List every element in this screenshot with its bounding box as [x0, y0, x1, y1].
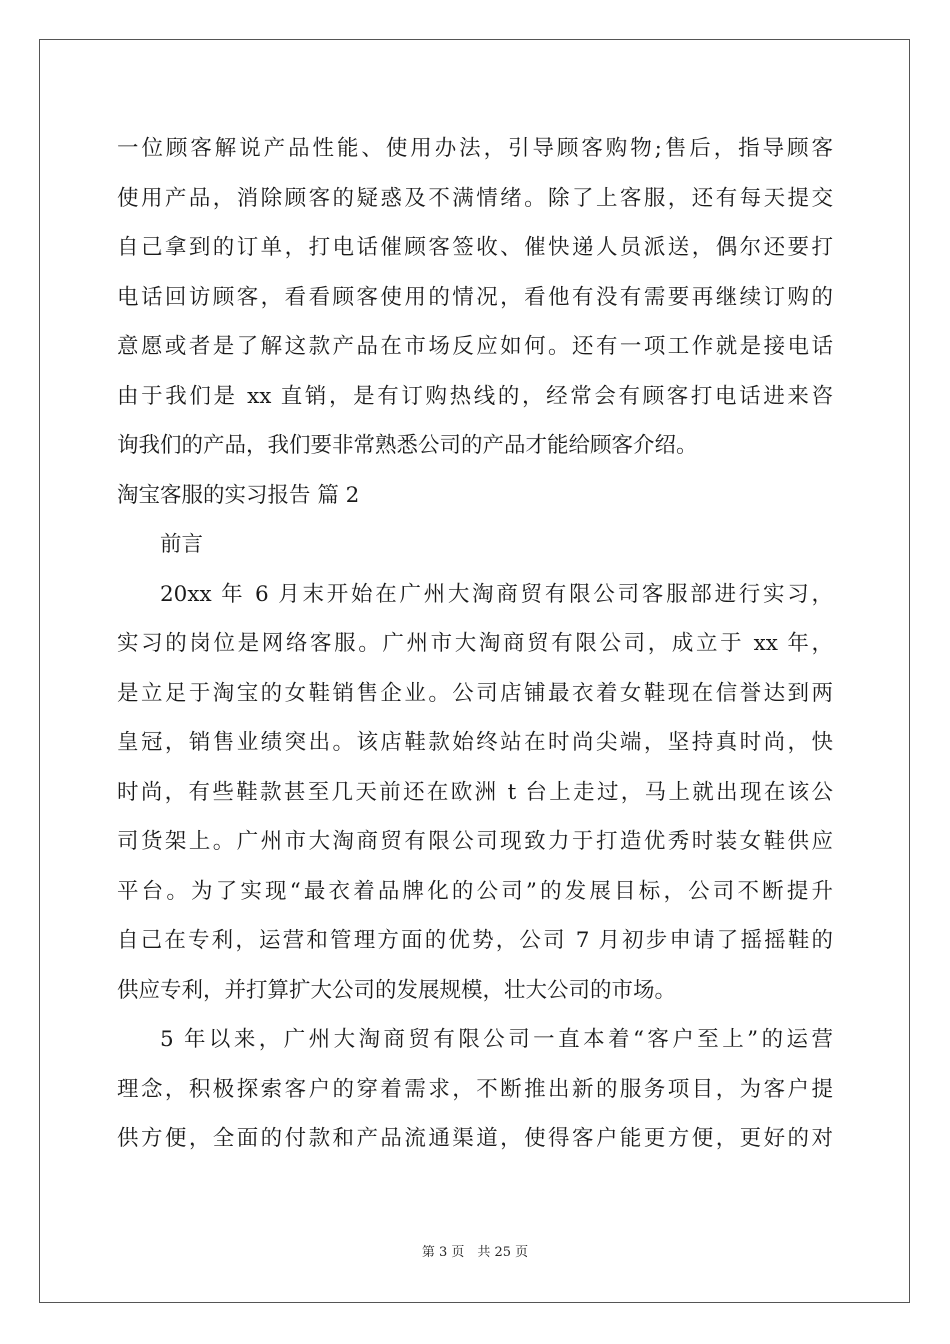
body-line: 皇冠，销售业绩突出。该店鞋款始终站在时尚尖端，坚持真时尚，快 — [117, 730, 833, 755]
body-line: 由于我们是 xx 直销，是有订购热线的，经常会有顾客打电话进来咨 — [117, 383, 833, 409]
body-line: 自己拿到的订单，打电话催顾客签收、催快递人员派送，偶尔还要打 — [117, 235, 833, 260]
section-heading: 淘宝客服的实习报告 篇 2 — [117, 482, 360, 508]
body-line: 供应专利，并打算扩大公司的发展规模，壮大公司的市场。 — [117, 977, 677, 1003]
body-line: 时尚，有些鞋款甚至几天前还在欧洲 t 台上走过，马上就出现在该公 — [117, 779, 833, 805]
body-line: 供方便，全面的付款和产品流通渠道，使得客户能更方便，更好的对 — [117, 1126, 833, 1151]
body-line: 电话回访顾客，看看顾客使用的情况，看他有没有需要再继续订购的 — [117, 284, 833, 310]
body-line: 理念，积极探索客户的穿着需求，不断推出新的服务项目，为客户提 — [117, 1076, 833, 1102]
body-line: 实习的岗位是网络客服。广州市大淘商贸有限公司，成立于 xx 年， — [117, 631, 833, 656]
body-line: 使用产品，消除顾客的疑惑及不满情绪。除了上客服，还有每天提交 — [117, 185, 833, 211]
body-line: 一位顾客解说产品性能、使用办法，引导顾客购物;售后，指导顾客 — [117, 136, 833, 161]
body-line: 平台。为了实现“最衣着品牌化的公司”的发展目标，公司不断提升 — [117, 878, 833, 904]
page-footer: 第 3 页 共 25 页 — [421, 1245, 529, 1260]
body-line: 是立足于淘宝的女鞋销售企业。公司店铺最衣着女鞋现在信誉达到两 — [117, 680, 833, 706]
body-line: 司货架上。广州市大淘商贸有限公司现致力于打造优秀时装女鞋供应 — [117, 829, 833, 854]
body-line: 自己在专利，运营和管理方面的优势，公司 7 月初步申请了摇摇鞋的 — [117, 928, 833, 953]
document-body — [117, 124, 833, 1164]
body-line: 询我们的产品，我们要非常熟悉公司的产品才能给顾客介绍。 — [117, 433, 698, 458]
body-line: 5 年以来，广州大淘商贸有限公司一直本着“客户至上”的运营 — [160, 1027, 833, 1052]
body-line: 20xx 年 6 月末开始在广州大淘商贸有限公司客服部进行实习， — [160, 581, 833, 607]
body-line: 意愿或者是了解这款产品在市场反应如何。还有一项工作就是接电话 — [117, 334, 833, 359]
subheading: 前言 — [160, 532, 204, 557]
